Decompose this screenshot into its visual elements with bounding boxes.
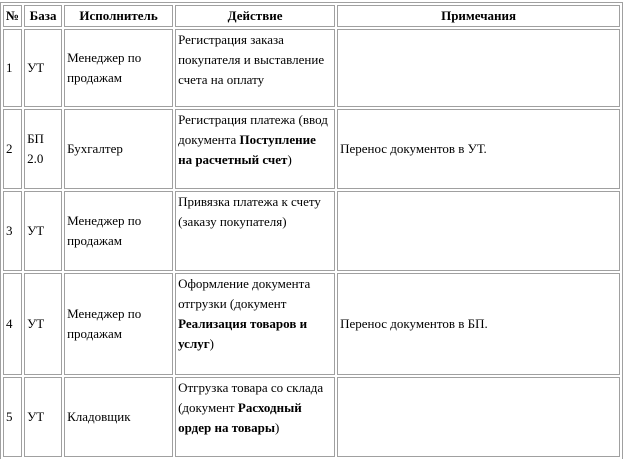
cell-action bbox=[175, 191, 335, 271]
action-doc-name: Расходный ордер на товары bbox=[178, 400, 302, 435]
cell-num: 5 bbox=[3, 377, 22, 457]
cell-action bbox=[175, 109, 335, 189]
table-row bbox=[3, 109, 620, 189]
table-row bbox=[3, 273, 620, 375]
cell-base: УТ bbox=[24, 377, 62, 457]
cell-executor: Менеджер по продажам bbox=[64, 191, 173, 271]
cell-base: УТ bbox=[24, 191, 62, 271]
header-executor: Исполнитель bbox=[64, 5, 173, 27]
header-num: № bbox=[3, 5, 22, 27]
action-text: Привязка платежа к счету (заказу покупателя) bbox=[178, 194, 321, 229]
cell-executor: Кладовщик bbox=[64, 377, 173, 457]
cell-note bbox=[337, 29, 620, 107]
cell-base: УТ bbox=[24, 29, 62, 107]
cell-executor: Менеджер по продажам bbox=[64, 273, 173, 375]
cell-base: УТ bbox=[24, 273, 62, 375]
header-action: Действие bbox=[175, 5, 335, 27]
cell-num: 2 bbox=[3, 109, 22, 189]
action-text: ) bbox=[209, 336, 214, 351]
cell-note bbox=[337, 377, 620, 457]
cell-num: 1 bbox=[3, 29, 22, 107]
cell-note: Перенос документов в УТ. bbox=[337, 109, 620, 189]
process-table bbox=[0, 2, 623, 459]
action-text: ) bbox=[275, 420, 280, 435]
cell-executor: Бухгалтер bbox=[64, 109, 173, 189]
action-text: Регистрация заказа покупателя и выставление счета на оплату bbox=[178, 32, 325, 87]
action-text: Оформление документа отгрузки (документ bbox=[178, 276, 311, 311]
table-body bbox=[3, 29, 620, 457]
cell-executor: Менеджер по продажам bbox=[64, 29, 173, 107]
cell-action bbox=[175, 29, 335, 107]
action-text: Отгрузка товара со склада (документ bbox=[178, 380, 324, 415]
cell-num: 4 bbox=[3, 273, 22, 375]
action-text: Регистрация платежа (ввод документа bbox=[178, 112, 328, 147]
table-row bbox=[3, 377, 620, 457]
cell-note bbox=[337, 191, 620, 271]
cell-note: Перенос документов в БП. bbox=[337, 273, 620, 375]
action-text: ) bbox=[287, 152, 292, 167]
table-row bbox=[3, 191, 620, 271]
cell-action bbox=[175, 377, 335, 457]
header-notes: Примечания bbox=[337, 5, 620, 27]
table-row bbox=[3, 29, 620, 107]
cell-num: 3 bbox=[3, 191, 22, 271]
header-base: База bbox=[24, 5, 62, 27]
header-row bbox=[3, 5, 620, 27]
action-doc-name: Поступление на расчетный счет bbox=[178, 132, 316, 167]
action-doc-name: Реализация товаров и услуг bbox=[178, 316, 308, 351]
cell-base: БП 2.0 bbox=[24, 109, 62, 189]
cell-action bbox=[175, 273, 335, 375]
